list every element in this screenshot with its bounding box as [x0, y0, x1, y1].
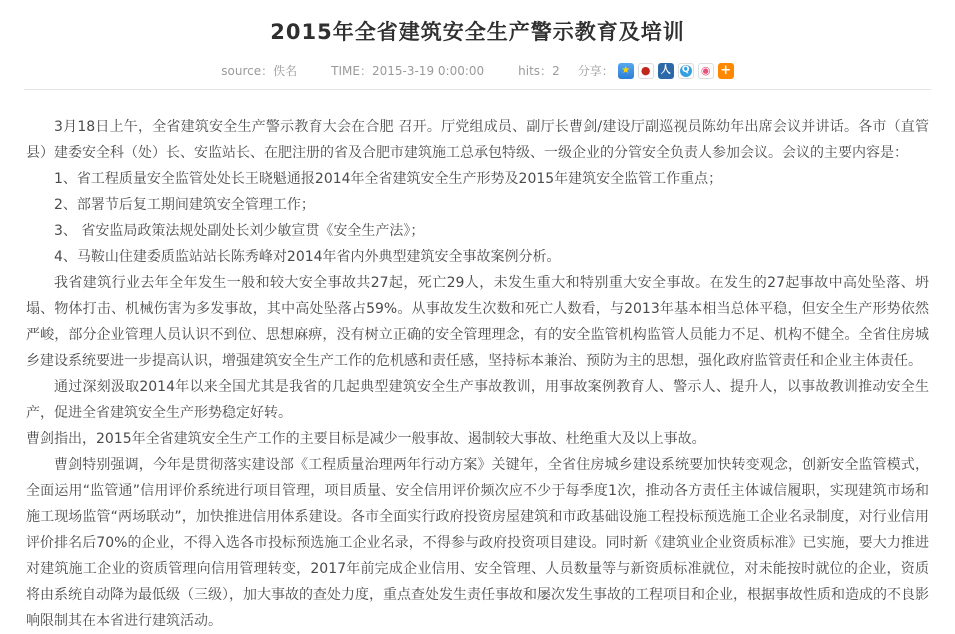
hits-value: 2 [552, 63, 560, 78]
tencent-weibo-share-icon[interactable]: ● [638, 63, 654, 79]
more-share-icon[interactable]: + [718, 63, 734, 79]
paragraph-list-item-3: 3、 省安监局政策法规处副处长刘少敏宣贯《安全生产法》； [54, 223, 425, 239]
qzone-share-icon[interactable]: ★ [618, 63, 634, 79]
qq-friend-share-icon[interactable] [678, 63, 694, 79]
time-meta [331, 62, 484, 79]
paragraph-list-item-4: 4、马鞍山住建委质监站站长陈秀峰对2014年省内外典型建筑安全事故案例分析。 [54, 249, 561, 265]
share-meta [578, 62, 734, 79]
paragraph-intro: 3月18日上午，全省建筑安全生产警示教育大会在合肥 召开。厅党组成员、副厅长曹剑/建设厅副巡视员陈幼年出席会议并讲话。各市（直管县）建委安全科（处）长、安监站长、在肥注册的省及合肥市建筑施工总承包特级、一级企业的分管安全负责人参加会议。会议的主要内容是： [26, 119, 929, 161]
source-value: 佚名 [273, 64, 298, 78]
qq-friend-share-icon-dot: Q [680, 65, 692, 77]
paragraph-list-item-2: 2、部署节后复工期间建筑安全管理工作； [54, 197, 315, 213]
article-meta [0, 62, 955, 79]
source-label: source： [221, 64, 274, 78]
paragraph-goals: 曹剑指出，2015年全省建筑安全生产工作的主要目标是减少一般事故、遏制较大事故、杜绝重大及以上事故。 [26, 431, 706, 447]
time-value: 2015-3-19 0:00:00 [371, 63, 485, 78]
article-header [0, 16, 955, 90]
paragraph-accident-stats: 我省建筑行业去年全年发生一般和较大安全事故共27起，死亡29人，未发生重大和特别重大安全事故。在发生的27起事故中高处坠落、坍塌、物体打击、机械伤害为多发事故，其中高处坠落占59%。从事故发生次数和死亡人数看，与2013年基本相当总体平稳，但安全生产形势依然严峻，部分企业管理人员认识不到位、思想麻痹，没有树立正确的安全管理理念，有的安全监管机构监管人员能力不足、机构不健全。全省住房城乡建设系统要进一步提高认识，增强建筑安全生产工作的危机感和责任感，坚持标本兼治、预防为主的思想，强化政府监管责任和企业主体责任。 [26, 275, 929, 369]
article-body [0, 90, 955, 634]
page-title: 2015年全省建筑安全生产警示教育及培训 [270, 20, 685, 44]
renren-share-icon[interactable]: 人 [658, 63, 674, 79]
hits-label: hits： [518, 64, 553, 78]
hits-meta [518, 62, 560, 79]
sina-weibo-share-icon[interactable]: ◉ [698, 63, 714, 79]
paragraph-lessons: 通过深刻汲取2014年以来全国尤其是我省的几起典型建筑安全生产事故教训，用事故案例教育人、警示人、提升人，以事故教训推动安全生产，促进全省建筑安全生产形势稳定好转。 [26, 379, 929, 421]
share-label: 分享： [577, 64, 614, 78]
share-icon-bar [618, 63, 734, 79]
paragraph-emphasis: 曹剑特别强调，今年是贯彻落实建设部《工程质量治理两年行动方案》关键年，全省住房城乡建设系统要加快转变观念，创新安全监管模式，全面运用“监管通”信用评价系统进行项目管理，项目质量、安全信用评价频次应不少于每季度1次，推动各方责任主体诚信履职，实现建筑市场和施工现场监管“两场联动”，加快推进信用体系建设。各市全面实行政府投资房屋建筑和市政基础设施工程投标预选施工企业名录制度，对行业信用评价排名后70%的企业，不得入选各市投标预选施工企业名录，不得参与政府投资项目建设。同时新《建筑业企业资质标准》已实施，要大力推进对建筑施工企业的资质管理向信用管理转变，2017年前完成企业信用、安全管理、人员数量等与新资质标准就位，对未能按时就位的企业，资质将由系统自动降为最低级（三级），加大事故的查处力度，重点查处发生责任事故和屡次发生事故的工程项目和企业，根据事故性质和造成的不良影响限制其在本省进行建筑活动。 [26, 457, 929, 629]
time-label: TIME： [331, 64, 372, 78]
source-meta [221, 62, 297, 79]
paragraph-list-item-1: 1、省工程质量安全监管处处长王晓魁通报2014年全省建筑安全生产形势及2015年建筑安全监管工作重点； [54, 171, 723, 187]
